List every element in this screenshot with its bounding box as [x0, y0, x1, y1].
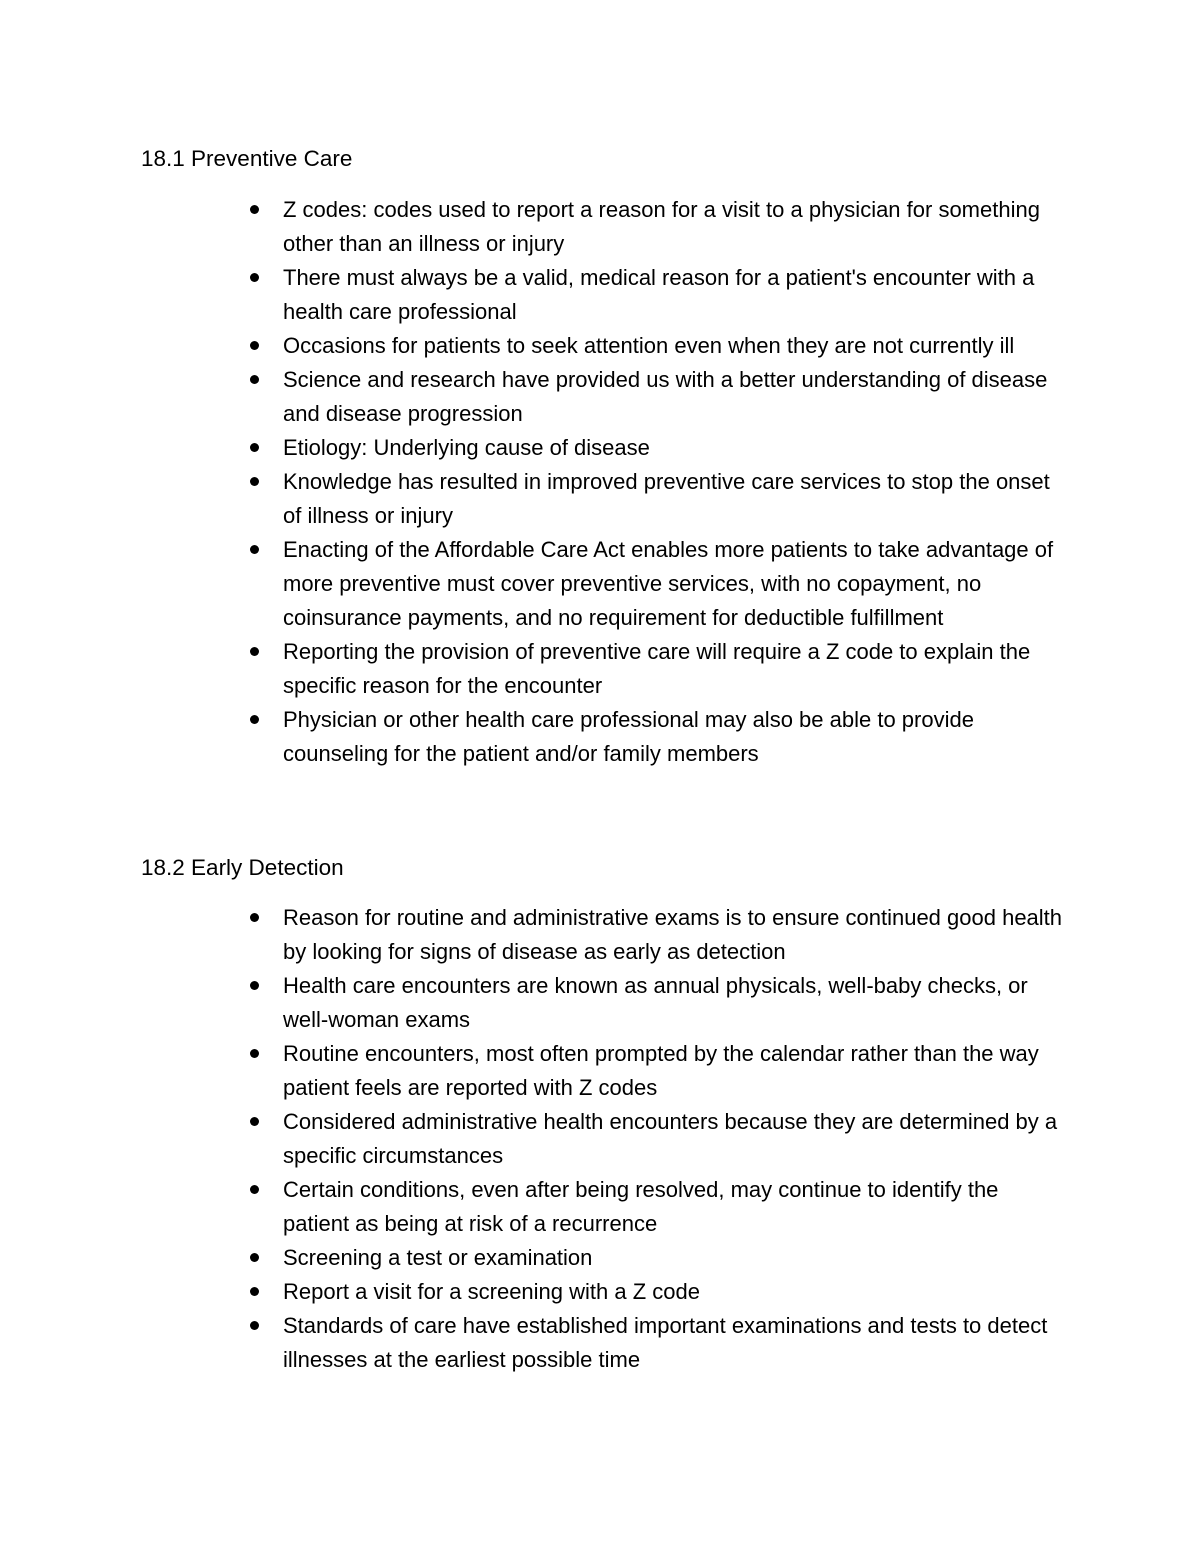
bullet-icon [250, 981, 259, 990]
bullet-icon [250, 1287, 259, 1296]
list-item: Considered administrative health encounters because they are determined by a specific circumstances [0, 1105, 1063, 1173]
list-item: Z codes: codes used to report a reason for a visit to a physician for something other than an illness or injury [0, 193, 1063, 261]
bullet-icon [250, 715, 259, 724]
bullet-icon [250, 647, 259, 656]
list-item: Standards of care have established important examinations and tests to detect illnesses at the earliest possible time [0, 1309, 1063, 1377]
list-item: Screening a test or examination [0, 1241, 1063, 1275]
list-item: Certain conditions, even after being resolved, may continue to identify the patient as being at risk of a recurrence [0, 1173, 1063, 1241]
list-item: Etiology: Underlying cause of disease [0, 431, 1063, 465]
bullet-icon [250, 375, 259, 384]
list-item: Occasions for patients to seek attention even when they are not currently ill [0, 329, 1063, 363]
list-item: Science and research have provided us with a better understanding of disease and disease progression [0, 363, 1063, 431]
bullet-icon [250, 273, 259, 282]
bullet-icon [250, 1321, 259, 1330]
list-item: Reporting the provision of preventive care will require a Z code to explain the specific reason for the encounter [0, 635, 1063, 703]
bullet-icon [250, 545, 259, 554]
bullet-icon [250, 1253, 259, 1262]
list-item: Routine encounters, most often prompted by the calendar rather than the way patient feels are reported with Z codes [0, 1037, 1063, 1105]
bullet-list-early-detection [0, 901, 1200, 1377]
bullet-icon [250, 1117, 259, 1126]
bullet-icon [250, 1049, 259, 1058]
list-item: Physician or other health care professional may also be able to provide counseling for the patient and/or family members [0, 703, 1063, 771]
bullet-list-preventive-care [0, 193, 1200, 771]
section-heading-early-detection: 18.2 Early Detection [141, 855, 344, 880]
section-heading-preventive-care: 18.1 Preventive Care [141, 146, 353, 171]
list-item: Enacting of the Affordable Care Act enables more patients to take advantage of more preventive must cover preventive services, with no copayment, no coinsurance payments, and no requirement for deductible fulfillment [0, 533, 1063, 635]
list-item: There must always be a valid, medical reason for a patient's encounter with a health care professional [0, 261, 1063, 329]
bullet-icon [250, 913, 259, 922]
bullet-icon [250, 1185, 259, 1194]
bullet-icon [250, 477, 259, 486]
list-item: Reason for routine and administrative exams is to ensure continued good health by looking for signs of disease as early as detection [0, 901, 1063, 969]
bullet-icon [250, 341, 259, 350]
list-item: Report a visit for a screening with a Z code [0, 1275, 1063, 1309]
list-item: Health care encounters are known as annual physicals, well-baby checks, or well-woman exams [0, 969, 1063, 1037]
bullet-icon [250, 443, 259, 452]
bullet-icon [250, 205, 259, 214]
list-item: Knowledge has resulted in improved preventive care services to stop the onset of illness or injury [0, 465, 1063, 533]
